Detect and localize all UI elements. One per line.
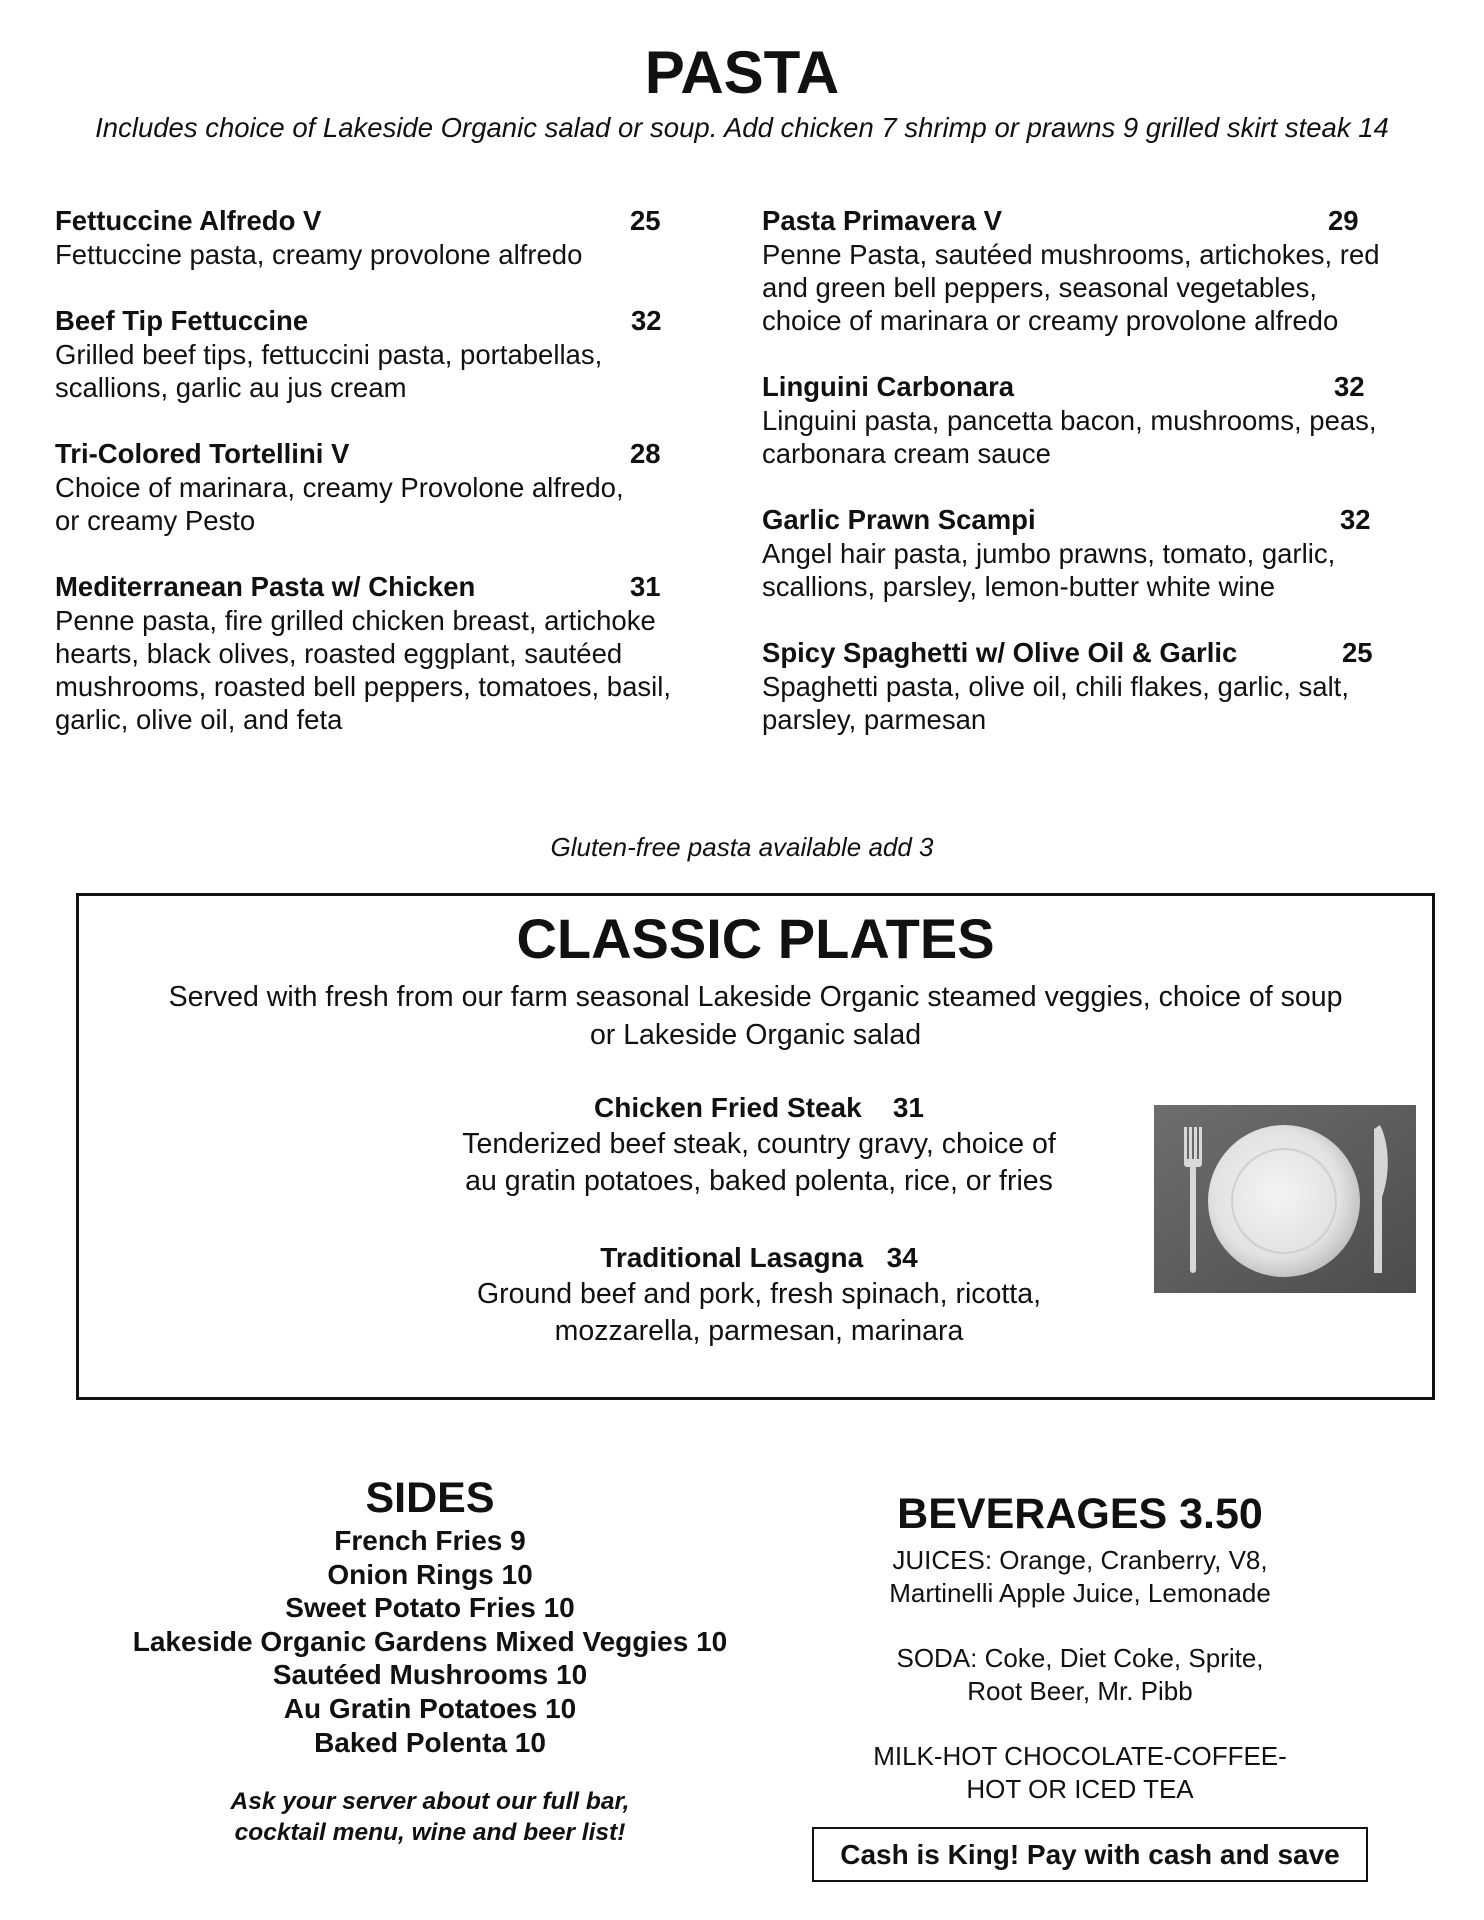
menu-item <box>55 570 715 736</box>
item-description: Angel hair pasta, jumbo prawns, tomato, garlic, scallions, parsley, lemon-butter white wine <box>762 538 1336 602</box>
gluten-free-note: Gluten-free pasta available add 3 <box>550 832 934 862</box>
item-price: 28 <box>630 438 661 469</box>
classic-plates-subtitle: Served with fresh from our farm seasonal Lakeside Organic steamed veggies, choice of soup or Lakeside Organic salad <box>168 981 1343 1051</box>
item-name: Fettuccine Alfredo V <box>55 205 322 236</box>
side-item: Au Gratin Potatoes 10 <box>283 1692 577 1724</box>
plate-description: Ground beef and pork, fresh spinach, ricotta, mozzarella, parmesan, marinara <box>477 1278 1041 1347</box>
sides-title: SIDES <box>365 1474 495 1522</box>
item-name: Tri-Colored Tortellini V <box>55 438 350 469</box>
classic-plates-box <box>76 893 1435 1400</box>
side-item: Baked Polenta 10 <box>314 1726 546 1758</box>
item-description: Fettuccine pasta, creamy provolone alfredo <box>55 239 583 270</box>
menu-item <box>762 370 1442 470</box>
juices-line: Martinelli Apple Juice, Lemonade <box>889 1577 1271 1608</box>
juices-line: JUICES: Orange, Cranberry, V8, <box>892 1545 1268 1575</box>
item-name: Pasta Primavera V <box>762 205 1003 236</box>
item-price: 29 <box>1328 205 1359 236</box>
item-price: 32 <box>1334 371 1365 402</box>
sides-section <box>55 1472 805 1848</box>
item-name: Mediterranean Pasta w/ Chicken <box>55 571 476 602</box>
menu-item <box>762 204 1442 337</box>
soda-line: Root Beer, Mr. Pibb <box>967 1675 1193 1706</box>
side-item: Onion Rings 10 <box>327 1558 533 1590</box>
side-item: French Fries 9 <box>334 1525 526 1556</box>
item-description: Spaghetti pasta, olive oil, chili flakes, garlic, salt, parsley, parmesan <box>762 671 1349 735</box>
menu-item <box>55 204 715 271</box>
other-beverages-line: MILK-HOT CHOCOLATE-COFFEE- <box>873 1741 1287 1771</box>
pasta-right-column <box>762 204 1442 769</box>
bar-note: Ask your server about our full bar, cocktail menu, wine and beer list! <box>230 1788 630 1847</box>
item-description: Penne pasta, fire grilled chicken breast, artichoke hearts, black olives, roasted eggplant, sautéed mushrooms, roasted bell peppers, tomatoes, basil, garlic, olive oil, and feta <box>55 605 671 735</box>
plate-name: Traditional Lasagna <box>600 1242 864 1273</box>
item-name: Linguini Carbonara <box>762 371 1015 402</box>
item-price: 25 <box>1342 637 1373 668</box>
item-price: 32 <box>1340 504 1371 535</box>
beverages-title: BEVERAGES 3.50 <box>897 1490 1263 1538</box>
pasta-left-column <box>55 204 715 769</box>
item-price: 31 <box>630 571 661 602</box>
beverages-section <box>800 1488 1360 1805</box>
menu-item <box>55 437 715 537</box>
pasta-title: PASTA <box>644 39 840 106</box>
pasta-subtitle: Includes choice of Lakeside Organic salad or soup. Add chicken 7 shrimp or prawns 9 grilled skirt steak 14 <box>95 112 1389 143</box>
soda-line: SODA: Coke, Diet Coke, Sprite, <box>896 1643 1264 1673</box>
item-description: Choice of marinara, creamy Provolone alfredo, or creamy Pesto <box>55 472 624 536</box>
menu-item <box>762 503 1442 603</box>
cash-note: Cash is King! Pay with cash and save <box>812 1827 1368 1882</box>
item-name: Spicy Spaghetti w/ Olive Oil & Garlic <box>762 637 1238 668</box>
item-name: Garlic Prawn Scampi <box>762 504 1036 535</box>
item-price: 32 <box>631 305 662 336</box>
classic-plates-title: CLASSIC PLATES <box>516 907 995 970</box>
item-description: Penne Pasta, sautéed mushrooms, artichokes, red and green bell peppers, seasonal vegetables, choice of marinara or creamy provolone alfredo <box>762 239 1380 336</box>
other-beverages-line: HOT OR ICED TEA <box>966 1773 1194 1804</box>
side-item: Sweet Potato Fries 10 <box>285 1592 575 1624</box>
plate-name: Chicken Fried Steak <box>594 1092 862 1123</box>
item-name: Beef Tip Fettuccine <box>55 305 309 336</box>
item-price: 25 <box>630 205 661 236</box>
item-description: Grilled beef tips, fettuccini pasta, portabellas, scallions, garlic au jus cream <box>55 339 603 403</box>
place-setting-icon <box>1154 1105 1416 1293</box>
menu-item <box>762 636 1442 736</box>
item-description: Linguini pasta, pancetta bacon, mushrooms, peas, carbonara cream sauce <box>762 405 1377 469</box>
side-item: Sautéed Mushrooms 10 <box>272 1659 588 1691</box>
plate-description: Tenderized beef steak, country gravy, choice of au gratin potatoes, baked polenta, rice, or fries <box>462 1128 1056 1197</box>
plate-price: 34 <box>886 1242 918 1273</box>
menu-item <box>55 304 715 404</box>
side-item: Lakeside Organic Gardens Mixed Veggies 10 <box>132 1625 728 1657</box>
plate-price: 31 <box>892 1092 924 1123</box>
